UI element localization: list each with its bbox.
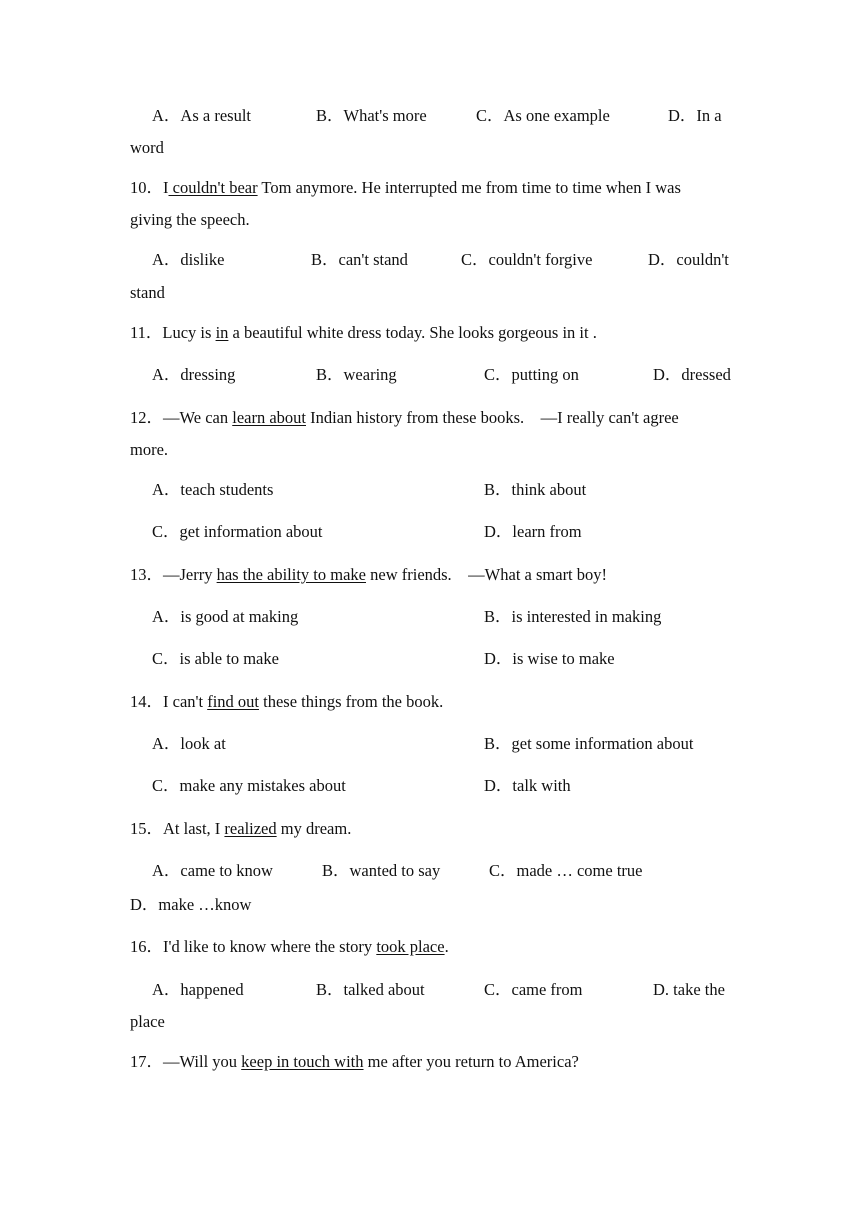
option-a: A．came to know [152,861,273,880]
option-b: B．talked about [316,980,425,999]
question-number: 15． [130,819,163,838]
underlined-phrase: find out [207,692,259,711]
question-stem: 17．—Will you keep in touch with me after you return to America? [130,1052,579,1071]
question-stem: 12．—We can learn about Indian history from these books. —I really can't agree [130,408,679,427]
underlined-phrase: took place [376,937,445,956]
option-a: A．As a result [152,106,251,125]
underlined-phrase: learn about [232,408,306,427]
underlined-phrase: keep in touch with [241,1052,364,1071]
option-b: B．wanted to say [322,861,441,880]
underlined-phrase: has the ability to make [216,565,366,584]
question-number: 14． [130,692,163,711]
question-number: 12． [130,408,163,427]
question-number: 16． [130,937,163,956]
option-d: D．learn from [484,522,582,541]
option-d: D．In a [668,106,722,125]
question-stem: 15．At last, I realized my dream. [130,819,352,838]
option-d: D．is wise to make [484,649,615,668]
question-number: 11． [130,323,163,342]
question-number: 10． [130,178,163,197]
option-d-continued: stand [130,283,165,302]
option-c: C．As one example [476,106,610,125]
option-d: D. take the [653,980,725,999]
question-number: 13． [130,565,163,584]
question-stem: 11．Lucy is in a beautiful white dress today. She looks gorgeous in it . [130,323,597,342]
underlined-phrase: realized [224,819,277,838]
underlined-phrase: couldn't bear [168,178,258,197]
question-number: 17． [130,1052,163,1071]
option-b: B．can't stand [311,250,408,269]
option-a: A．teach students [152,480,274,499]
option-c: C．made … come true [489,861,643,880]
option-c: C．couldn't forgive [461,250,593,269]
option-c: C．came from [484,980,583,999]
option-b: B．is interested in making [484,607,662,626]
option-d: D．make …know [130,895,252,914]
option-c: C．is able to make [152,649,279,668]
option-a: A．dressing [152,365,236,384]
option-b: B．What's more [316,106,427,125]
option-a: A．look at [152,734,226,753]
question-stem: 13．—Jerry has the ability to make new friends. —What a smart boy! [130,565,608,584]
underlined-phrase: in [215,323,229,342]
option-a: A．dislike [152,250,225,269]
question-stem-continued: more. [130,440,169,459]
option-c: C．putting on [484,365,579,384]
option-a: A．is good at making [152,607,299,626]
option-d-continued: place [130,1012,165,1031]
option-c: C．get information about [152,522,323,541]
question-stem: 10．I couldn't bear Tom anymore. He interrupted me from time to time when I was [130,178,681,197]
option-d: D．dressed [653,365,731,384]
option-b: B．get some information about [484,734,694,753]
question-stem: 14．I can't find out these things from the book. [130,692,444,711]
option-b: B．think about [484,480,587,499]
option-b: B．wearing [316,365,397,384]
option-d-continued: word [130,138,164,157]
option-d: D．talk with [484,776,571,795]
option-d: D．couldn't [648,250,729,269]
question-stem-continued: giving the speech. [130,210,250,229]
option-a: A．happened [152,980,244,999]
option-c: C．make any mistakes about [152,776,346,795]
question-stem: 16．I'd like to know where the story took place. [130,937,449,956]
